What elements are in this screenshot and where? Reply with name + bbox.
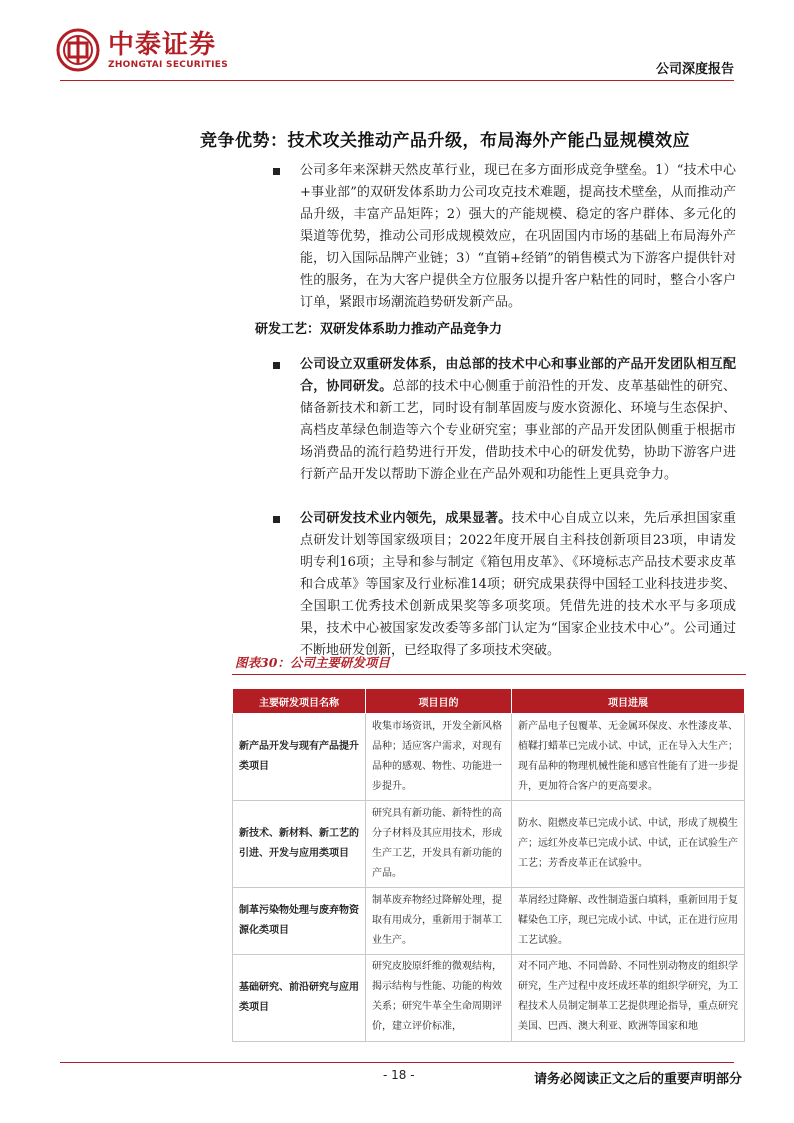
project-purpose-cell: 研究皮胶原纤维的微观结构，揭示结构与性能、功能的构效关系；研究牛革全生命周期评价，建立评价标准， — [366, 955, 512, 1042]
column-header-progress: 项目进展 — [512, 689, 745, 714]
rd-achievement-lead: 公司研发技术业内领先，成果显著。 — [300, 511, 512, 526]
figure-caption-text: 图表30：公司主要研发项目 — [235, 655, 390, 670]
table-row — [233, 714, 745, 801]
zhongtai-logo-icon — [56, 28, 100, 72]
project-progress-cell: 新产品电子包覆革、无金属环保皮、水性漆皮革、植鞣打蜡革已完成小试、中试，正在导入大生产；现有品种的物理机械性能和感官性能有了进一步提升，更加符合客户的更高要求。 — [512, 714, 745, 801]
column-header-name: 主要研发项目名称 — [233, 689, 366, 714]
bullet-square-icon — [273, 516, 280, 523]
project-purpose-cell: 制革废弃物经过降解处理，提取有用成分，重新用于制革工业生产。 — [366, 888, 512, 955]
footer-divider — [60, 1062, 734, 1063]
rd-achievement-paragraph — [300, 508, 736, 662]
rd-system-body: 总部的技术中心侧重于前沿性的开发、皮革基础性的研究、储备新技术和新工艺，同时设有制革固废与废水资源化、环境与生态保护、高档皮革绿色制造等六个专业研究室；事业部的产品开发团队侧重于根据市场消费品的流行趋势进行开发，借助技术中心的研发优势，协助下游客户进行新产品开发以帮助下游企业在产品外观和功能性上更具竞争力。 — [300, 379, 736, 482]
project-purpose-cell: 研究具有新功能、新特性的高分子材料及其应用技术，形成生产工艺，开发具有新功能的产品。 — [366, 801, 512, 888]
project-name-cell: 制革污染物处理与废弃物资源化类项目 — [233, 888, 366, 955]
report-type-label: 公司深度报告 — [655, 62, 734, 77]
header-divider — [60, 80, 734, 81]
figure-caption — [232, 650, 746, 675]
project-name-cell: 新技术、新材料、新工艺的引进、开发与应用类项目 — [233, 801, 366, 888]
project-purpose-cell: 收集市场资讯，开发全新风格品种；适应客户需求，对现有品种的感观、物性、功能进一步提升。 — [366, 714, 512, 801]
rd-system-paragraph — [300, 354, 736, 486]
column-header-purpose: 项目目的 — [366, 689, 512, 714]
project-progress-cell: 革屑经过降解、改性制造蛋白填料，重新回用于复鞣染色工序，现已完成小试、中试，正在进行应用工艺试验。 — [512, 888, 745, 955]
section-title: 竞争优势：技术攻关推动产品升级，布局海外产能凸显规模效应 — [200, 131, 690, 151]
bullet-square-icon — [273, 168, 280, 175]
table-row — [233, 801, 745, 888]
table-row — [233, 888, 745, 955]
project-progress-cell: 对不同产地、不同兽龄、不同性别动物皮的组织学研究，生产过程中皮坯成坯革的组织学研究，为工程技术人员制定制革工艺提供理论指导，重点研究美国、巴西、澳大利亚、欧洲等国家和地 — [512, 955, 745, 1042]
subsection-title: 研发工艺：双研发体系助力推动产品竞争力 — [255, 322, 503, 337]
bullet-square-icon — [273, 362, 280, 369]
project-progress-cell: 防水、阻燃皮革已完成小试、中试，形成了规模生产；远红外皮革已完成小试、中试，正在试验生产工艺；芳香皮革正在试验中。 — [512, 801, 745, 888]
disclaimer-note: 请务必阅读正文之后的重要声明部分 — [533, 1072, 742, 1087]
table-header-row — [233, 689, 745, 714]
page-header — [0, 0, 794, 92]
logo-chinese-name: 中泰证券 — [108, 29, 217, 60]
rd-achievement-body: 技术中心自成立以来，先后承担国家重点研发计划等国家级项目；2022年度开展自主科技创新项目23项，申请发明专利16项；主导和参与制定《箱包用皮革》、《环境标志产品技术要求皮革和合成革》等国家及行业标准14项；研究成果获得中国轻工业科技进步奖、全国职工优秀技术创新成果奖等多项奖项。凭借先进的技术水平与多项成果，技术中心被国家发改委等多部门认定为“国家企业技术中心”。公司通过不断地研发创新，已经取得了多项技术突破。 — [300, 511, 736, 658]
logo-english-name: ZHONGTAI SECURITIES — [108, 59, 228, 70]
rd-system-lead: 公司设立双重研发体系，由总部的技术中心和事业部的产品开发团队相互配合，协同研发。 — [300, 357, 736, 394]
intro-paragraph: 公司多年来深耕天然皮革行业，现已在多方面形成竞争壁垒。1）“技术中心+事业部”的双研发体系助力公司攻克技术难题，提高技术壁垒，从而推动产品升级，丰富产品矩阵；2）强大的产能规模、稳定的客户群体、多元化的渠道等优势，推动公司形成规模效应，在巩固国内市场的基础上布局海外产能，切入国际品牌产业链；3）“直销+经销”的销售模式为下游客户提供针对性的服务，在为大客户提供全方位服务以提升客户粘性的同时，整合小客户订单，紧跟市场潮流趋势研发新产品。 — [300, 163, 736, 310]
table-row — [233, 955, 745, 1042]
company-logo — [56, 28, 228, 72]
project-name-cell: 基础研究、前沿研究与应用类项目 — [233, 955, 366, 1042]
page-number: - 18 - — [383, 1068, 415, 1082]
project-name-cell: 新产品开发与现有产品提升类项目 — [233, 714, 366, 801]
rd-projects-table — [232, 688, 745, 1042]
